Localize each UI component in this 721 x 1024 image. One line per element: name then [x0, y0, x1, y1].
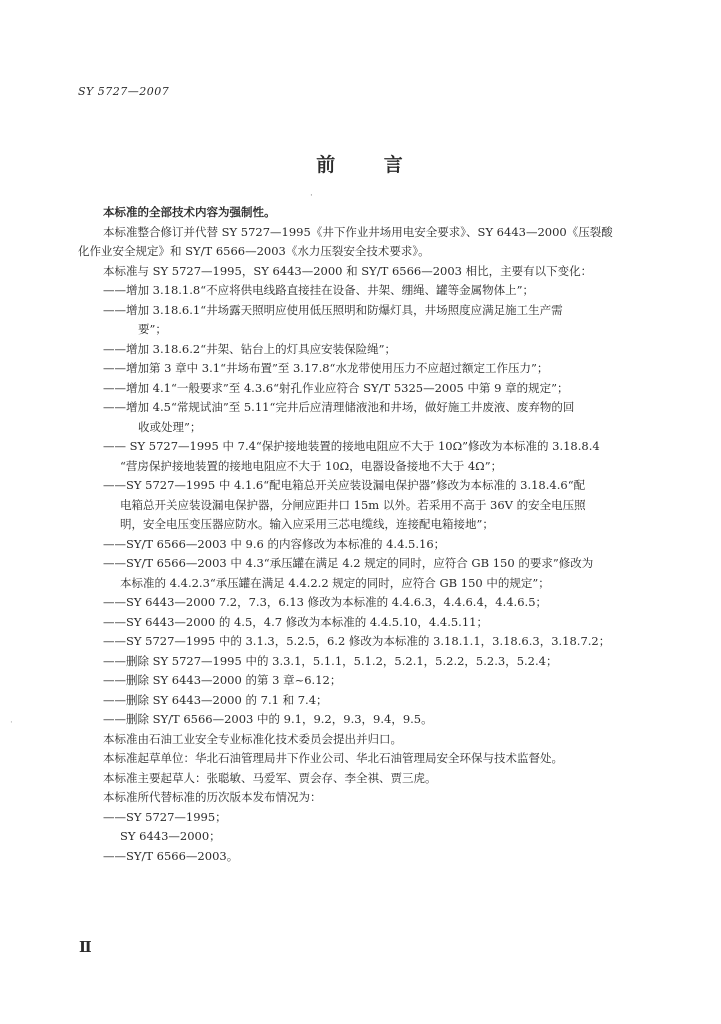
paragraph-line: 本标准整合修订并代替 SY 5727—1995《井下作业井场用电安全要求》、SY 6443—2000《压裂酸 [103, 224, 613, 239]
paragraph-line: —— SY 5727—1995 中 7.4“保护接地装置的接地电阻应不大于 10Ω”修改为本标准的 3.18.8.4 [103, 439, 600, 453]
paragraph-line: ——增加 3.18.6.2“井架、钻台上的灯具应安装保险绳”； [103, 341, 396, 356]
paragraph-line: 本标准的 4.4.2.3“承压罐在满足 4.4.2.2 规定的同时，应符合 GB 150 中的规定”； [120, 575, 550, 590]
paragraph-line: 明，安全电压变压器应防水。输入应采用三芯电缆线，连接配电箱接地”； [120, 517, 494, 531]
paragraph-line: ——删除 SY/T 6566—2003 中的 9.1，9.2，9.3，9.4，9.5。 [103, 712, 433, 726]
paragraph-line: ——删除 SY 5727—1995 中的 3.3.1，5.1.1，5.1.2，5.2.1，5.2.2，5.2.3，5.2.4； [103, 653, 558, 668]
paragraph-line: ——SY 5727—1995 中 4.1.6“配电箱总开关应装设漏电保护器”修改为本标准的 3.18.4.6“配 [103, 478, 586, 492]
paragraph-line: ——增加 3.18.1.8“不应将供电线路直接挂在设备、井架、绷绳、罐等金属物体上”； [103, 283, 534, 297]
paragraph-line: 本标准与 SY 5727—1995，SY 6443—2000 和 SY/T 6566—2003 相比，主要有以下变化： [103, 263, 593, 278]
standard-code: SY 5727—2007 [78, 85, 170, 98]
paragraph-line: ——SY/T 6566—2003 中 4.3“承压罐在满足 4.2 规定的同时，应符合 GB 150 的要求”修改为 [103, 556, 594, 570]
paragraph-line: 本标准由石油工业安全专业标准化技术委员会提出并归口。 [103, 731, 402, 746]
paragraph-line: 电箱总开关应装设漏电保护器，分闸应距井口 15m 以外。若采用不高于 36V 的安全电压照 [120, 497, 586, 512]
paragraph-line: ——增加第 3 章中 3.1“井场布置”至 3.17.8“水龙带使用压力不应超过额定工作压力”； [103, 361, 549, 375]
page-title: 前 言 [316, 154, 405, 176]
paragraph-line: ——SY 6443—2000 7.2，7.3，6.13 修改为本标准的 4.4.6.3，4.4.6.4，4.4.6.5； [103, 595, 548, 609]
paragraph-line: ——SY/T 6566—2003 中 9.6 的内容修改为本标准的 4.4.5.16； [103, 536, 446, 551]
paragraph-line: 本标准所代替标准的历次版本发布情况为： [103, 790, 322, 804]
paragraph-line: ——SY/T 6566—2003。 [103, 848, 239, 863]
paragraph-line: 化作业安全规定》和 SY/T 6566—2003《水力压裂安全技术要求》。 [78, 244, 430, 258]
paragraph-line: ——SY 6443—2000 的 4.5，4.7 修改为本标准的 4.4.5.10，4.4.5.11； [103, 614, 488, 629]
paragraph-line: 本标准主要起草人：张聪敏、马爱军、贾会存、李全祺、贾三虎。 [103, 770, 437, 785]
page-number: Ⅱ [79, 938, 92, 956]
foreword-body [78, 203, 648, 866]
paragraph-line: 本标准起草单位：华北石油管理局井下作业公司、华北石油管理局安全环保与技术监督处。 [103, 751, 563, 765]
paragraph-line: ——增加 3.18.6.1“井场露天照明应使用低压照明和防爆灯具，井场照度应满足施工生产需 [103, 302, 563, 317]
paragraph-line: ——增加 4.1“一般要求”至 4.3.6“射孔作业应符合 SY/T 5325—2005 中第 9 章的规定”； [103, 380, 569, 395]
paragraph-line: ——删除 SY 6443—2000 的第 3 章~6.12； [103, 673, 342, 687]
paragraph-line: ——删除 SY 6443—2000 的 7.1 和 7.4； [103, 692, 328, 707]
paragraph-line: 本标准的全部技术内容为强制性。 [103, 205, 276, 219]
paragraph-line: ——SY 5727—1995 中的 3.1.3，5.2.5，6.2 修改为本标准的 3.18.1.1，3.18.6.3，3.18.7.2； [103, 634, 611, 648]
paragraph-line: 要”； [138, 322, 167, 336]
paragraph-line: “营房保护接地装置的接地电阻应不大于 10Ω，电器设备接地不大于 4Ω”； [120, 458, 503, 473]
margin-tick: · [10, 718, 13, 728]
paragraph-line: SY 6443—2000； [120, 829, 221, 843]
paragraph-line: ——SY 5727—1995； [103, 809, 227, 824]
decorative-dot: · [310, 191, 313, 201]
paragraph-line: 收或处理”； [138, 419, 202, 434]
paragraph-line: ——增加 4.5“常规试油”至 5.11“完井后应清理储液池和井场，做好施工井废液、废弃物的回 [103, 400, 575, 414]
